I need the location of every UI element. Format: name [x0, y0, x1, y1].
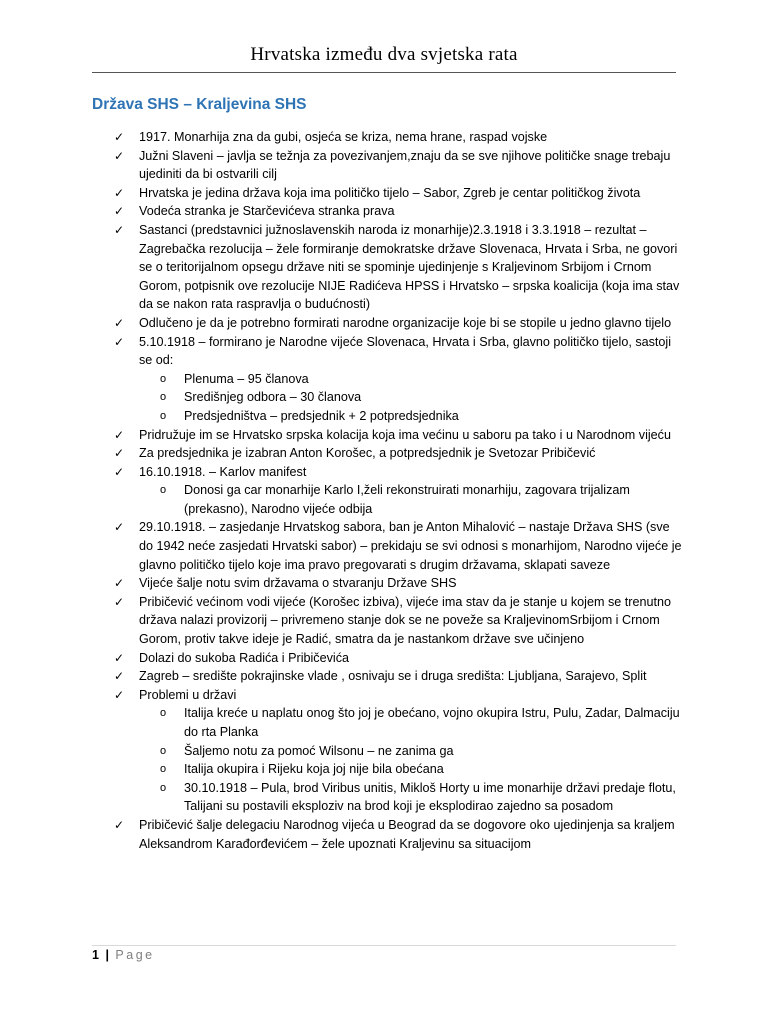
list-item-text: 5.10.1918 – formirano je Narodne vijeće Slovenaca, Hrvata i Srba, glavno političko tijelo, sastoji se od: [139, 334, 672, 368]
circle-bullet-icon: o [160, 781, 167, 794]
list-item [0, 593, 768, 649]
checkmark-icon: ✓ [114, 204, 125, 219]
list-item [0, 333, 768, 370]
list-item [0, 574, 768, 593]
checkmark-icon: ✓ [114, 464, 125, 479]
checkmark-icon: ✓ [114, 687, 125, 702]
checkmark-icon: ✓ [114, 576, 125, 591]
list-item [0, 518, 768, 574]
sub-list [0, 370, 768, 426]
list-item [0, 202, 768, 221]
list-item-text: Problemi u državi [139, 687, 237, 702]
list-item [0, 184, 768, 203]
circle-bullet-icon: o [160, 484, 167, 497]
list-item-text: 29.10.1918. – zasjedanje Hrvatskog sabora, ban je Anton Mihalović – nastaje Država SHS (sve do 1942 neće zasjedati Hrvatski sabor) – prekidaju se svi odnosi s monarhijom, Narodno vijeće je glavno političko tijelo koje ima pravo pregovarati s drugim državama, sklapati saveze [139, 520, 682, 572]
sub-list-item-text: Donosi ga car monarhije Karlo I,želi rekonstruirati monarhiju, zagovara trijalizam (prekasno), Narodno vijeće odbija [184, 483, 630, 516]
list-item [0, 686, 768, 705]
page-label: Page [115, 948, 155, 962]
sub-list [0, 704, 768, 816]
list-item-text: Vodeća stranka je Starčevićeva stranka prava [139, 204, 395, 219]
list-item [0, 463, 768, 482]
list-item [0, 649, 768, 668]
header-divider [92, 72, 676, 73]
list-item-text: Pribičević većinom vodi vijeće (Korošec izbiva), vijeće ima stav da je stanje u kojem se trenutno država nalazi provizorij – privremeno stanje dok se ne poveže sa KraljevinomSrbijom i Crnom Gorom, protiv takve ideje je Radić, smatra da je nastankom države sve učinjeno [139, 594, 671, 647]
checkmark-icon: ✓ [114, 130, 125, 144]
circle-bullet-icon: o [160, 707, 167, 720]
list-item [0, 816, 768, 853]
page-footer [92, 948, 155, 962]
checkmark-icon: ✓ [114, 427, 125, 442]
list-item-text: Sastanci (predstavnici južnoslavenskih naroda iz monarhije)2.3.1918 i 3.3.1918 – rezultat – Zagrebačka rezolucija – žele formiranje demokratske države Slovenaca, Hrvata i Srba, ne govori se o teritorijalnom opsegu države niti se spominje ujedinjenje s Kraljevinom Srbijom i Crnom Gorom, potpisnik ove rezolucije NIJE Radićeva HPSS i Hrvatsko – srpska koalicija (koja ima stav da se nakon rata raspravlja o budućnosti) [139, 222, 680, 312]
checkmark-icon: ✓ [114, 185, 125, 200]
sub-list-item-text: Predsjedništva – predsjednik + 2 potpredsjednika [184, 408, 459, 423]
checkmark-icon: ✓ [114, 520, 125, 535]
sub-list-item-text: Plenuma – 95 članova [184, 371, 309, 386]
sub-list-item-text: Italija kreće u naplatu onog što joj je obećano, vojno okupira Istru, Pulu, Zadar, Dalmaciju do rta Planka [184, 706, 680, 739]
list-item [0, 426, 768, 445]
list-item [0, 147, 768, 184]
checkmark-icon: ✓ [114, 650, 125, 665]
sub-list [0, 481, 768, 518]
document-body [0, 128, 768, 853]
section-heading: Država SHS – Kraljevina SHS [92, 96, 307, 113]
checkmark-icon: ✓ [114, 446, 125, 461]
list-item-text: Vijeće šalje notu svim državama o stvaranju Države SHS [139, 576, 457, 591]
list-item-text: Južni Slaveni – javlja se težnja za povezivanjem,znaju da se sve njihove političke snage trebaju ujediniti da bi ostvarili cilj [139, 148, 671, 182]
document-header-title: Hrvatska između dva svjetska rata [250, 44, 518, 65]
list-item [0, 128, 768, 147]
checkmark-icon: ✓ [114, 334, 125, 349]
list-item-text: Za predsjednika je izabran Anton Korošec, a potpredsjednik je Svetozar Pribičević [139, 446, 596, 461]
list-item [0, 444, 768, 463]
sub-list-item [0, 370, 768, 389]
list-item [0, 667, 768, 686]
circle-bullet-icon: o [160, 763, 167, 776]
sub-list-item-text: Središnjeg odbora – 30 članova [184, 390, 362, 405]
circle-bullet-icon: o [160, 372, 167, 385]
list-item-text: 16.10.1918. – Karlov manifest [139, 464, 307, 479]
footer-divider [92, 945, 676, 946]
sub-list-item [0, 407, 768, 426]
circle-bullet-icon: o [160, 744, 167, 757]
checkmark-icon: ✓ [114, 315, 125, 330]
list-item-text: Pridružuje im se Hrvatsko srpska kolacija koja ima većinu u saboru pa tako i u Narodnom vijeću [139, 427, 671, 442]
sub-list-item-text: Šaljemo notu za pomoć Wilsonu – ne zanima ga [184, 743, 454, 758]
list-item-text: Pribičević šalje delegaciu Narodnog vijeća u Beograd da se dogovore oko ujedinjenja sa kraljem Aleksandrom Karađorđevićem – žele upoznati Kraljevinu sa situacijom [139, 817, 675, 851]
checkmark-icon: ✓ [114, 817, 125, 832]
sub-list-item [0, 481, 768, 518]
list-item [0, 221, 768, 314]
footer-separator: | [105, 948, 109, 962]
circle-bullet-icon: o [160, 409, 167, 422]
sub-list-item-text: 30.10.1918 – Pula, brod Viribus unitis, Mikloš Horty u ime monarhije državi predaje flotu, Talijani su postavili eksploziv na brod koji je eksplodirao zajedno sa posadom [184, 780, 676, 814]
sub-list-item [0, 388, 768, 407]
list-item-text: Odlučeno je da je potrebno formirati narodne organizacije koje bi se stopile u jedno glavno tijelo [139, 315, 672, 330]
sub-list-item [0, 760, 768, 779]
sub-list-item [0, 704, 768, 741]
sub-list-item-text: Italija okupira i Rijeku koja joj nije bila obećana [184, 762, 444, 777]
list-item-text: Zagreb – središte pokrajinske vlade , osnivaju se i druga središta: Ljubljana, Sarajevo, Split [139, 669, 647, 684]
checkmark-icon: ✓ [114, 594, 125, 609]
checkmark-icon: ✓ [114, 222, 125, 237]
list-item-text: 1917. Monarhija zna da gubi, osjeća se kriza, nema hrane, raspad vojske [139, 130, 548, 144]
checklist [0, 128, 768, 853]
list-item-text: Dolazi do sukoba Radića i Pribičevića [139, 650, 349, 665]
checkmark-icon: ✓ [114, 669, 125, 684]
page-number: 1 [92, 948, 99, 962]
circle-bullet-icon: o [160, 391, 167, 404]
list-item-text: Hrvatska je jedina država koja ima političko tijelo – Sabor, Zgreb je centar političkog života [139, 185, 641, 200]
checkmark-icon: ✓ [114, 148, 125, 163]
sub-list-item [0, 742, 768, 761]
sub-list-item [0, 779, 768, 816]
list-item [0, 314, 768, 333]
